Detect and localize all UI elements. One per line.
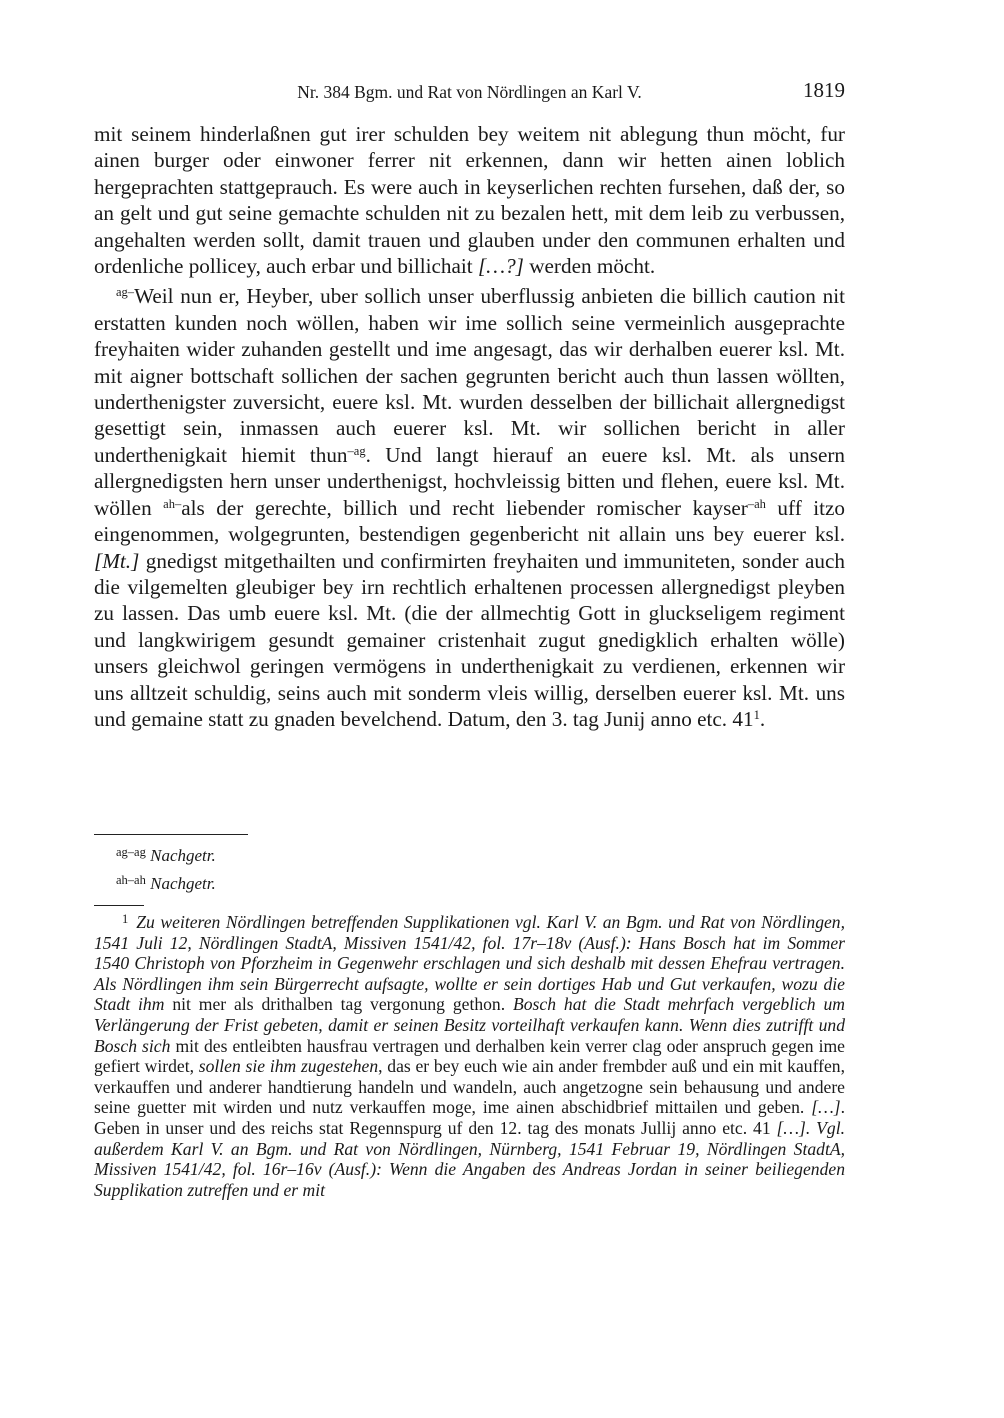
main-text (94, 121, 845, 732)
textnote-mark-ah-end: –ah (747, 496, 766, 511)
paragraph-2 (94, 283, 845, 732)
paragraph-1-text: mit seinem hinderlaßnen gut irer schulden bey weitem nit ablegung thun möcht, fur ainen burger oder einwoner ferrer nit erkennen, dann wir hetten ainen loblich hergeprachten stattgeprauch. Es were auch in keyserlichen rechten fursehen, daß der, so an gelt und gut seine gemachte schulden nit zu bezalen hett, mit dem leib zu verbussen, angehalten werden sollt, damit trauen und glauben under den communen erhalten und ordenliche pollicey, auch erbar und billichait (94, 122, 845, 279)
footnote-commentary-3: sollen sie ihm zugestehen (198, 1056, 379, 1077)
paragraph-1 (94, 121, 845, 279)
footnote-gap: […] (811, 1097, 841, 1118)
textnote-mark: ag–ag (116, 845, 146, 859)
footnote-quote-2: mit des entleibten hausfrau vertragen und derhalben kein verrer clag oder anspruch gegen ime gefiert wirdet, (94, 1035, 845, 1077)
footnote-commentary-1: Zu weiteren Nördlingen betreffenden Supplikationen vgl. Karl V. an Bgm. und Rat von Nördlingen, 1541 Juli 12, Nördlingen StadtA, Missiven 1541/42, fol. 17r–18v (Ausf.): Hans Bosch hat im Sommer 1540 Christoph von Pforzheim in Gegenwehr erschlagen und sich deshalb mit dessen Ehefrau vertragen. Als Nördlingen ihm sein Bürgerrecht aufsagte, wollte er sein dortiges Hab und Gut verkaufen, wozu die Stadt ihm (94, 912, 845, 1015)
footnote-commentary-4: […]. Vgl. außerdem Karl V. an Bgm. und Rat von Nördlingen, Nürnberg, 1541 Februar 19, Nördlingen StadtA, Missiven 1541/42, fol. 16r–16v (Ausf.): Wenn die Angaben des Andreas Jordan in seiner beiliegenden Supplikation zutreffen und er mit (94, 1117, 846, 1200)
textnote-text: Nachgetr. (150, 846, 216, 865)
textnotes (116, 840, 216, 896)
paragraph-2-text-b: . Und langt hierauf an euere ksl. Mt. als unsern allergnedigsten hern unser underthenigst, hochvleissig bitten und flehen, euere ksl. Mt. wöllen (94, 442, 846, 520)
footnote-quote-4: . Geben in unser und des reichs stat Regennspurg uf den 12. tag des monats Jullij anno etc. 41 (94, 1097, 845, 1138)
paragraph-2-text-c: als der gerechte, billich und recht liebender romischer kayser (181, 495, 748, 520)
textnotes-divider (94, 834, 248, 835)
textnote-mark: ah–ah (116, 873, 146, 887)
textnote-text: Nachgetr. (150, 874, 216, 893)
textnote (116, 840, 216, 868)
textnote-mark-ag-start: ag– (116, 285, 135, 300)
paragraph-2-text-a: Weil nun er, Heyber, uber sollich unser uberflussig anbieten die billich caution nit erstatten kunden noch wöllen, haben wir ime sollich seine vermeinlich ausgeprachte freyhaiten wider zuhanden gestellt und ime angesagt, das wir derhalben euerer ksl. Mt. mit aigner bottschaft sollichen der sachen gegrunten bericht auch thun lassen wöllten, underthenigster zuversicht, euere ksl. Mt. wurden desselben der billichait allergnedigst gesettigt sein, inmassen auch euerer ksl. Mt. wir sollichen bericht in aller underthenigkait hiemit thun (94, 284, 845, 467)
footnote-reference: 1 (753, 707, 760, 722)
textnote (116, 868, 216, 896)
editorial-insert: [Mt.] (94, 548, 140, 573)
footnotes-divider (94, 905, 144, 906)
paragraph-2-text-e: gnedigst mitgethailten und confirmirten freyhaiten und immuniteten, sonder auch die vilgemelten gleubiger bey irn rechtlich erhaltenen processen allergnedigst pleyben zu lassen. Das umb euere ksl. Mt. (die der allmechtig Gott in gluckseligem regiment und langkwirigem gesundt gemainer cristenhait zugut gnedigklich erhalten wölle) unsers gleichwol geringen vermögens in underthenigkait zu verdienen, erkennen wir uns alltzeit schuldig, seins auch mit sonderm vleis willig, derselben euerer ksl. Mt. uns und gemaine statt zu gnaden bevelchend. Datum, den 3. tag Junij anno etc. 41 (94, 548, 845, 731)
paragraph-1-end: werden möcht. (523, 254, 656, 279)
textnote-mark-ag-end: –ag (347, 443, 366, 458)
header-title: Nr. 384 Bgm. und Rat von Nördlingen an Karl V. (297, 82, 642, 102)
footnote-commentary-2: Bosch hat die Stadt mehrfach vergeblich um Verlängerung der Frist gebeten, damit er seinen Besitz vorteilhaft verkaufen kann. Wenn dies zutrifft und Bosch sich (94, 994, 845, 1056)
editorial-gap: […?] (477, 254, 524, 279)
footnote-quote-1: nit mer als drithalben tag vergonung gethon. (164, 994, 514, 1015)
paragraph-2-text-d: uff itzo eingenommen, wolgegrunten, bestendigen gegenbericht nit allain uns bey euerer ksl. (94, 495, 846, 547)
footnote-1 (94, 909, 845, 1200)
footnote-mark: 1 (122, 912, 129, 926)
footnote-quote-3: , das er bey euch wie ain ander frembder auß und ein mit kauffen, verkauffen und anderer handtierung handeln und wandeln, auch angetzogne sein behausung und andere seine guetter mit wirden und nutz verkauffen moge, ime ainen abschidbrief mittailen und geben. (94, 1056, 845, 1118)
page-number: 1819 (803, 78, 845, 102)
paragraph-2-end: . (759, 706, 766, 731)
textnote-mark-ah-start: ah– (163, 496, 182, 511)
running-header (94, 78, 845, 108)
